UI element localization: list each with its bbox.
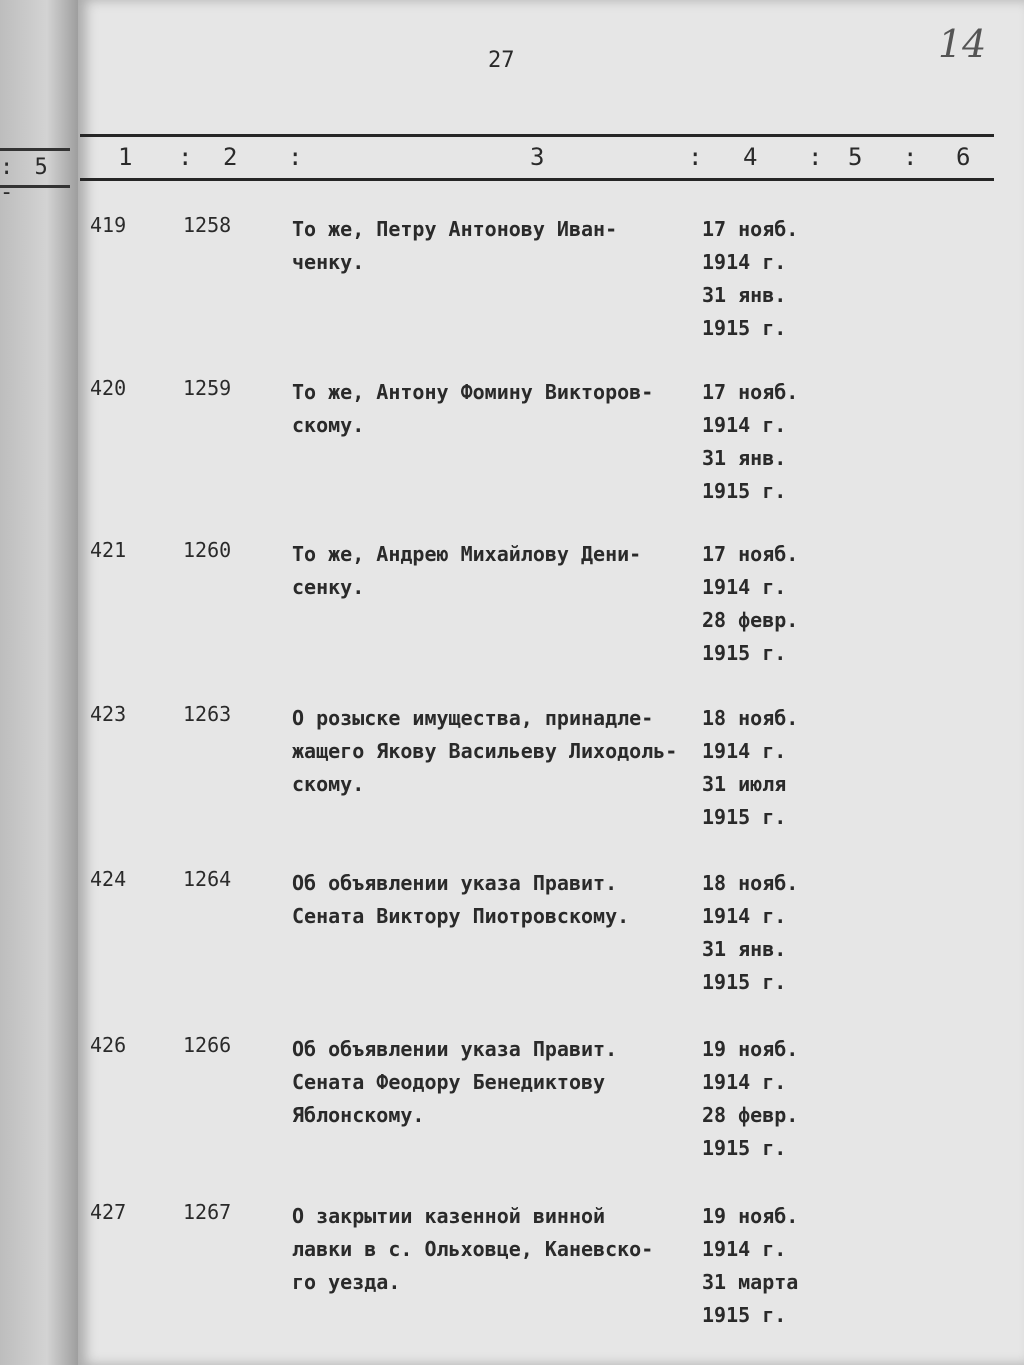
column-header-6: 6 <box>956 143 971 171</box>
date-line: 31 янв. <box>702 283 787 307</box>
entry-number: 426 <box>90 1033 127 1057</box>
date-line: 18 нояб. <box>702 871 799 895</box>
entry-case-number: 1264 <box>183 867 232 891</box>
column-header-4: 4 <box>743 143 758 171</box>
entry-description <box>292 213 712 279</box>
date-line: 1914 г. <box>702 904 787 928</box>
description-line: Сената Феодору Бенедиктову <box>292 1070 606 1094</box>
date-line: 1915 г. <box>702 1303 787 1327</box>
date-line: 17 нояб. <box>702 380 799 404</box>
register-entry <box>78 376 978 516</box>
date-line: 1914 г. <box>702 1237 787 1261</box>
date-line: 1915 г. <box>702 805 787 829</box>
entry-number: 423 <box>90 702 127 726</box>
entry-case-number: 1263 <box>183 702 232 726</box>
register-entry <box>78 213 978 353</box>
date-line: 17 нояб. <box>702 217 799 241</box>
description-line: го уезда. <box>292 1270 401 1294</box>
description-line: То же, Андрею Михайлову Дени- <box>292 542 642 566</box>
entry-description <box>292 538 712 604</box>
entry-dates <box>702 376 798 508</box>
description-line: сенку. <box>292 575 365 599</box>
entry-case-number: 1258 <box>183 213 232 237</box>
register-entry <box>78 702 978 842</box>
date-line: 1915 г. <box>702 316 787 340</box>
entry-dates <box>702 213 798 345</box>
date-line: 1914 г. <box>702 250 787 274</box>
description-line: Яблонскому. <box>292 1103 425 1127</box>
entry-dates <box>702 867 798 999</box>
entry-case-number: 1260 <box>183 538 232 562</box>
date-line: 1915 г. <box>702 479 787 503</box>
description-line: То же, Петру Антонову Иван- <box>292 217 618 241</box>
entry-dates <box>702 702 798 834</box>
entry-number: 421 <box>90 538 127 562</box>
column-header-5: 5 <box>848 143 863 171</box>
date-line: 31 янв. <box>702 937 787 961</box>
header-bottom-rule <box>80 178 994 181</box>
register-entry <box>78 1200 978 1340</box>
description-line: жащего Якову Васильеву Лиходоль- <box>292 739 678 763</box>
date-line: 31 марта <box>702 1270 799 1294</box>
entry-description <box>292 702 712 801</box>
description-line: О закрытии казенной винной <box>292 1204 606 1228</box>
column-header-1: 1 <box>118 143 133 171</box>
date-line: 28 февр. <box>702 608 799 632</box>
register-entry <box>78 867 978 1007</box>
handwritten-folio-number: 14 <box>938 22 987 66</box>
register-entry <box>78 538 978 678</box>
entry-description <box>292 867 712 933</box>
date-line: 31 июля <box>702 772 787 796</box>
entry-description <box>292 1033 712 1132</box>
description-line: Сената Виктору Пиотровскому. <box>292 904 630 928</box>
date-line: 18 нояб. <box>702 706 799 730</box>
description-line: скому. <box>292 772 365 796</box>
column-header-3: 3 <box>530 143 545 171</box>
description-line: То же, Антону Фомину Викторов- <box>292 380 654 404</box>
date-line: 1914 г. <box>702 739 787 763</box>
description-line: лавки в с. Ольховце, Каневско- <box>292 1237 654 1261</box>
description-line: Об объявлении указа Правит. <box>292 1037 618 1061</box>
column-separator: : <box>178 143 193 171</box>
document-page <box>78 0 1024 1365</box>
column-separator: : <box>808 143 823 171</box>
date-line: 28 февр. <box>702 1103 799 1127</box>
previous-page-edge <box>0 0 78 1365</box>
description-line: ченку. <box>292 250 365 274</box>
date-line: 19 нояб. <box>702 1204 799 1228</box>
description-line: скому. <box>292 413 365 437</box>
column-separator: : <box>688 143 703 171</box>
entry-description <box>292 376 712 442</box>
date-line: 1915 г. <box>702 641 787 665</box>
column-separator: : <box>903 143 918 171</box>
entry-number: 424 <box>90 867 127 891</box>
previous-page-column-label: : 5 - <box>0 155 52 205</box>
date-line: 1914 г. <box>702 413 787 437</box>
entry-dates <box>702 1033 798 1165</box>
date-line: 1915 г. <box>702 970 787 994</box>
header-top-rule <box>80 134 994 137</box>
entry-case-number: 1259 <box>183 376 232 400</box>
entry-dates <box>702 1200 798 1332</box>
entry-number: 419 <box>90 213 127 237</box>
description-line: О розыске имущества, принадле- <box>292 706 654 730</box>
date-line: 1914 г. <box>702 575 787 599</box>
entry-case-number: 1266 <box>183 1033 232 1057</box>
page-number: 27 <box>488 48 515 73</box>
column-header-2: 2 <box>223 143 238 171</box>
entry-case-number: 1267 <box>183 1200 232 1224</box>
column-separator: : <box>288 143 303 171</box>
entry-dates <box>702 538 798 670</box>
entry-description <box>292 1200 712 1299</box>
date-line: 19 нояб. <box>702 1037 799 1061</box>
date-line: 1914 г. <box>702 1070 787 1094</box>
entry-number: 427 <box>90 1200 127 1224</box>
entry-number: 420 <box>90 376 127 400</box>
previous-page-column-number: 5 <box>34 155 52 180</box>
date-line: 31 янв. <box>702 446 787 470</box>
description-line: Об объявлении указа Правит. <box>292 871 618 895</box>
date-line: 17 нояб. <box>702 542 799 566</box>
register-entry <box>78 1033 978 1173</box>
date-line: 1915 г. <box>702 1136 787 1160</box>
